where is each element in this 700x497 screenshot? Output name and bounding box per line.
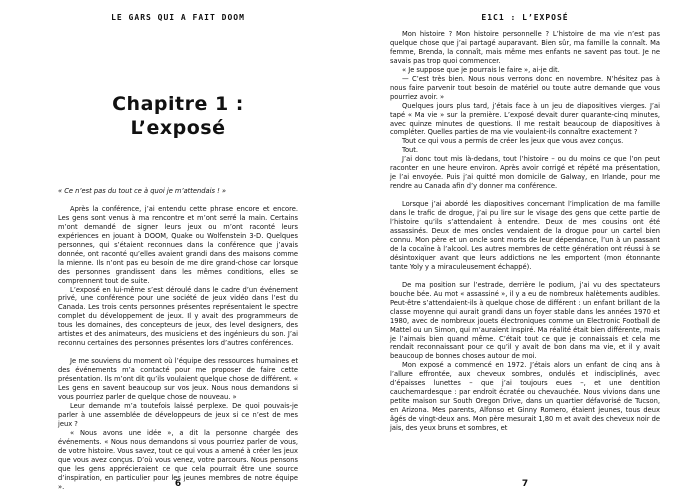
paragraph: Mon exposé a commencé en 1972. J’étais alors un enfant de cinq ans à l’allure effrontée, aux cheveux sombres, ondulés et indisciplinés, avec d’épaisses lunettes – que j’ai toujours eues –, et une dentition cauchemardesque : par endroit écratée ou chevauchée. Nous vivions dans une petite maison sur South Oregon Drive, dans un quartier défavorisé de Tucson, en Arizona. Mes parents, Alfonso et Ginny Romero, étaient jeunes, tous deux âgés de vingt-deux ans. Mon père mesurait 1,80 m et avait des cheveux noir de jais, des yeux bruns et sombres, et	[390, 361, 660, 433]
left-page	[0, 0, 340, 497]
page-number-right: 7	[521, 479, 529, 489]
paragraph: Lorsque j’ai abordé les diapositives concernant l’implication de ma famille dans le trafic de drogue, j’ai pu lire sur le visage des gens que cette partie de l’histoire qu’ils s’attendaient à entendre. Deux de mes cousins ont été assassinés. Deux de mes oncles vendaient de la drogue pour un cartel bien connu. Mon père et un oncle sont morts de leur dépendance, l’un à un passant de la cocaïne à l’alcool. Les autres membres de cette génération ont réussi à se désintoxiquer avant que leurs addictions ne les emportent (mon étonnante tante Yoly y a miraculeusement échappé).	[390, 200, 660, 271]
running-header-right: E1C1 : L’EXPOSÉ	[481, 13, 569, 22]
paragraph: « Je suppose que je pourrais le faire », ai-je dit.	[402, 65, 560, 74]
left-body-text	[58, 187, 298, 492]
paragraph: — C’est très bien. Nous nous verrons donc en novembre. N’hésitez pas à nous faire parvenir tout besoin de matériel ou toute autre demande que vous pourriez avoir. »	[390, 74, 660, 101]
right-body-text	[390, 30, 660, 433]
paragraph: Tout ce qui vous a permis de créer les jeux que vous avez conçus.	[402, 137, 624, 146]
chapter-number: Chapitre 1 :	[112, 93, 244, 115]
right-page	[360, 0, 700, 497]
paragraph: « Nous avons une idée », a dit la personne chargée des événements. « Nous nous demandons si vous pourriez parler de vous, de votre histoire. Vous savez, tout ce qui vous a amené à créer les jeux que vous avez conçus. D’où vous venez, votre parcours. Nous pensons que les gens apprécieraient ce que cela pourrait être une source d’inspiration, en particulier pour les jeunes membres de notre équipe ».	[58, 428, 298, 491]
paragraph: Tout.	[402, 146, 419, 155]
paragraph: L’exposé en lui-même s’est déroulé dans le cadre d’un événement privé, une conférence pour une société de jeux vidéo dans l’est du Canada. Les trois cents personnes présentes représentaient le spectre complet du développement de jeux. Il y avait des programmeurs de tous les domaines, des concepteurs de jeux, des level designers, des artistes et des animateurs, des musiciens et des ingénieurs du son. J’ai reconnu certaines des personnes présentes lors d’autres conférences.	[58, 285, 298, 348]
chapter-name: L’exposé	[130, 117, 226, 139]
chapter-title	[58, 92, 298, 140]
running-header-left: LE GARS QUI A FAIT DOOM	[111, 13, 245, 22]
paragraph: Après la conférence, j’ai entendu cette phrase encore et encore. Les gens sont venus à ma rencontre et m’ont serré la main. Certains m’ont demandé de signer leurs jeux ou m’ont raconté leurs expériences en jouant à DOOM, Quake ou Wolfenstein 3-D. Quelques personnes, qui s’étaient reconnues dans la conférence que j’avais donnée, ont raconté qu’elles avaient grandi dans des maisons comme la mienne. Ils n’ont pas eu besoin de me dire grand-chose car lorsque des personnes grandissent dans les mêmes conditions, elles se comprennent tout de suite.	[58, 204, 298, 285]
paragraph: J’ai donc tout mis là-dedans, tout l’histoire – ou du moins ce que l’on peut raconter en une heure environ. Après avoir corrigé et répété ma présentation, je l’ai envoyée. Puis j’ai quitté mon domicile de Galway, en Irlande, pour me rendre au Canada afin d’y donner ma conférence.	[390, 155, 660, 191]
paragraph: Leur demande m’a toutefois laissé perplexe. De quoi pouvais-je parler à une assemblée de développeurs de jeux si ce n’est de mes jeux ?	[58, 401, 298, 428]
paragraph: De ma position sur l’estrade, derrière le podium, j’ai vu des spectateurs bouche bée. Au mot « assassiné », il y a eu de nombreux halètements audibles. Peut-être s’attendaient-ils à quelque chose de différent : un enfant brillant de la classe moyenne qui aurait grandi dans un foyer stable dans les années 1970 et 1980, avec de nombreux jouets électroniques comme un Electronic Football de Mattel ou un Simon, qui m’auraient inspiré. Ma réalité était bien différente, mais je l’aimais bien quand même. C’était tout ce que je connaissais et cela me rendait reconnaissant pour ce qu’il y avait de bon dans ma vie, et il y avait beaucoup de bonnes choses autour de moi.	[390, 280, 660, 361]
paragraph: Mon histoire ? Mon histoire personnelle ? L’histoire de ma vie n’est pas quelque chose que j’ai partagé auparavant. Bien sûr, ma famille la connaît. Ma femme, Brenda, la connaît, mais même mes enfants ne savent pas tout. Je ne savais pas trop quoi commencer.	[390, 30, 660, 65]
paragraph: Quelques jours plus tard, j’étais face à un jeu de diapositives vierges. J’ai tapé « Ma vie » sur la première. L’exposé devait durer quarante-cinq minutes, avec quinze minutes de questions. Il me restait beaucoup de diapositives à compléter. Quelles parties de ma vie voulaient-ils connaître exactement ?	[390, 101, 660, 137]
epigraph: « Ce n’est pas du tout ce à quoi je m’attendais ! »	[58, 187, 227, 195]
page-number-left: 6	[174, 479, 182, 489]
paragraph: Je me souviens du moment où l’équipe des ressources humaines et des événements m’a contacté pour me proposer de faire cette présentation. Ils m’ont dit qu’ils voulaient quelque chose de différent. « Les gens en savent beaucoup sur vos jeux. Nous nous demandons si vous pourriez parler de quelque chose de nouveau. »	[58, 357, 298, 402]
